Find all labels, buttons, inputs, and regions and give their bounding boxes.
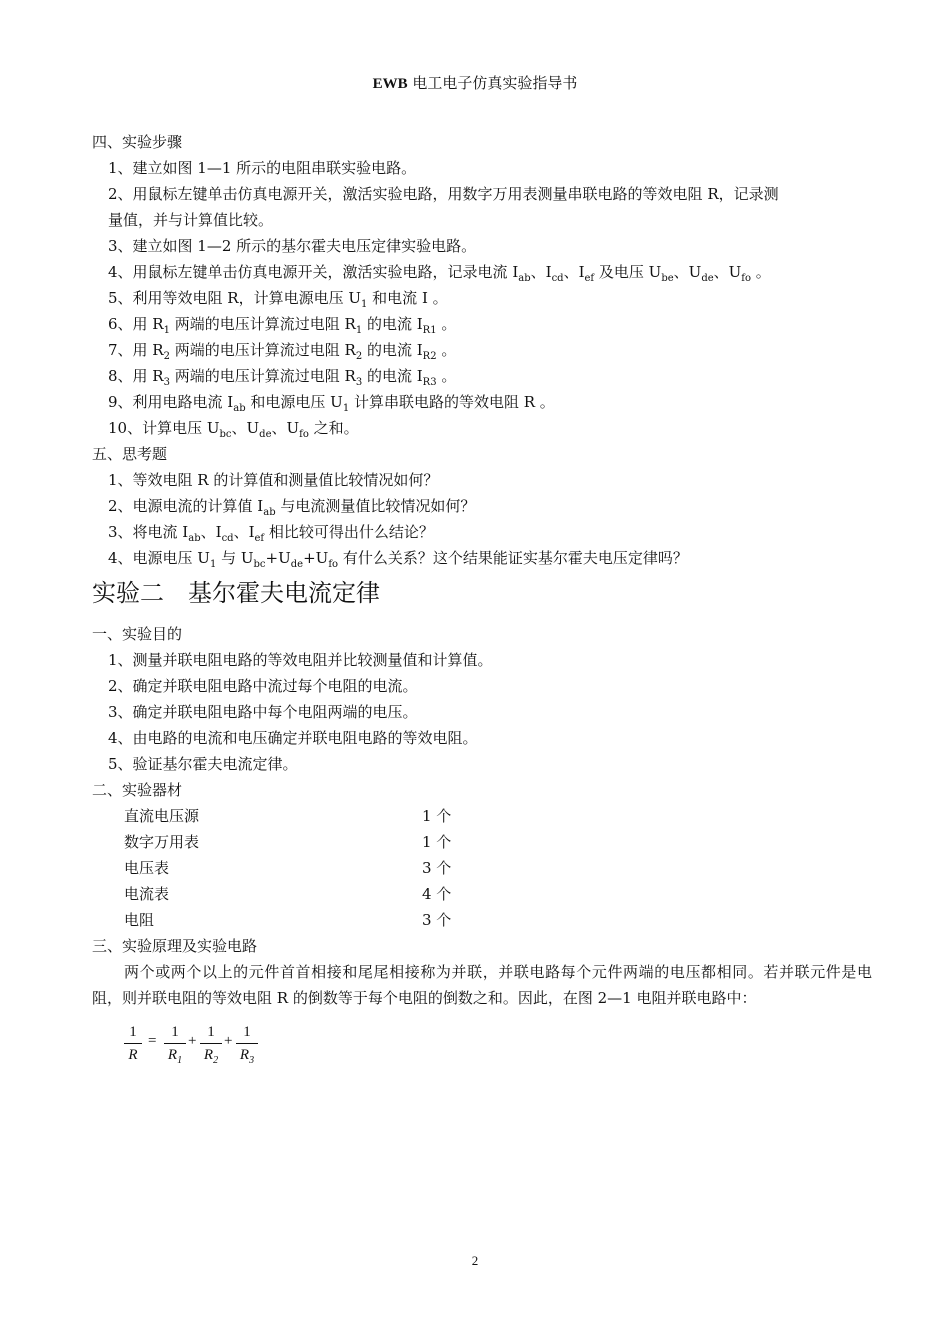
purpose-heading: 一、实验目的 xyxy=(92,625,183,643)
question-3: 3、将电流 $I_{ab}$、$I_{cd}$、$I_{ef}$ 相比较可得出什么结论？ xyxy=(108,523,434,544)
fraction-1-over-R3: 1 $R_3$ xyxy=(236,1021,258,1066)
parallel-resistance-formula xyxy=(92,1021,872,1091)
purpose-item: 5、验证基尔霍夫电流定律。 xyxy=(108,755,298,773)
fraction-1-over-R2: 1 $R_2$ xyxy=(200,1021,222,1066)
step-10: 10、计算电压 $U_{bc}$、$U_{de}$、$U_{fo}$ 之和。 xyxy=(108,419,359,440)
step-7: 7、用 $R_2$ 两端的电压计算流过电阻 $R_2$ 的电流 $I_{R2}$ 。 xyxy=(108,341,457,362)
purpose-item: 4、由电路的电流和电压确定并联电阻电路的等效电阻。 xyxy=(108,729,478,747)
plus-sign: + xyxy=(224,1033,233,1049)
step-3: 3、建立如图 1—2 所示的基尔霍夫电压定律实验电路。 xyxy=(108,237,477,255)
step-5: 5、利用等效电阻 R，计算电源电压 $U_1$ 和电流 I 。 xyxy=(108,289,448,310)
equipment-row xyxy=(92,829,872,855)
question-4: 4、电源电压 $U_1$ 与 $U_{bc}+U_{de}+U_{fo}$ 有什么关系？这个结果能证实基尔霍夫电压定律吗？ xyxy=(108,549,688,570)
questions-heading: 五、思考题 xyxy=(92,445,168,463)
principle-heading: 三、实验原理及实验电路 xyxy=(92,937,258,955)
steps-heading: 四、实验步骤 xyxy=(92,133,183,151)
purpose-item: 2、确定并联电阻电路中流过每个电阻的电流。 xyxy=(108,677,418,695)
step-6: 6、用 $R_1$ 两端的电压计算流过电阻 $R_1$ 的电流 $I_{R1}$ 。 xyxy=(108,315,457,336)
step-9: 9、利用电路电流 $I_{ab}$ 和电源电压 $U_1$ 计算串联电路的等效电阻 R 。 xyxy=(108,393,555,414)
principle-paragraph: 两个或两个以上的元件首首相接和尾尾相接称为并联，并联电路每个元件两端的电压都相同。若并联元件是电阻，则并联电阻的等效电阻 R 的倒数等于每个电阻的倒数之和。因此，在图 2—1 电阻并联电路中： xyxy=(92,963,872,1007)
running-header: EWB 电工电子仿真实验指导书 xyxy=(372,74,578,92)
equipment-heading: 二、实验器材 xyxy=(92,781,183,799)
equipment-name: 直流电压源 xyxy=(124,807,200,825)
question-2: 2、电源电流的计算值 $I_{ab}$ 与电流测量值比较情况如何？ xyxy=(108,497,476,518)
step-2-cont: 量值，并与计算值比较。 xyxy=(108,211,274,229)
equipment-name: 电流表 xyxy=(124,885,170,903)
fraction-1-over-R1: 1 $R_1$ xyxy=(164,1021,186,1066)
question-1: 1、等效电阻 R 的计算值和测量值比较情况如何？ xyxy=(108,471,439,489)
equipment-row xyxy=(92,803,872,829)
equipment-row xyxy=(92,907,872,933)
equipment-qty: 3 个 xyxy=(422,911,452,929)
equipment-qty: 3 个 xyxy=(422,859,452,877)
equipment-row xyxy=(92,881,872,907)
plus-sign: + xyxy=(188,1033,197,1049)
equipment-name: 数字万用表 xyxy=(124,833,200,851)
step-2: 2、用鼠标左键单击仿真电源开关，激活实验电路，用数字万用表测量串联电路的等效电阻 R，记录测 xyxy=(108,185,779,203)
equipment-qty: 1 个 xyxy=(422,833,452,851)
equipment-qty: 4 个 xyxy=(422,885,452,903)
page-number: 2 xyxy=(471,1253,479,1268)
equipment-name: 电阻 xyxy=(124,911,155,929)
equals-sign: = xyxy=(148,1033,157,1049)
step-1: 1、建立如图 1—1 所示的电阻串联实验电路。 xyxy=(108,159,417,177)
experiment-2-title: 实验二 基尔霍夫电流定律 xyxy=(92,579,380,607)
purpose-item: 1、测量并联电阻电路的等效电阻并比较测量值和计算值。 xyxy=(108,651,493,669)
fraction-1-over-R: 1 R xyxy=(124,1021,142,1066)
purpose-item: 3、确定并联电阻电路中每个电阻两端的电压。 xyxy=(108,703,418,721)
step-4: 4、用鼠标左键单击仿真电源开关，激活实验电路，记录电流 $I_{ab}$、$I_{cd}$、$I_{ef}$ 及电压 $U_{be}$、$U_{de}$、$U_{fo}$ 。 xyxy=(108,263,771,284)
equipment-qty: 1 个 xyxy=(422,807,452,825)
step-8: 8、用 $R_3$ 两端的电压计算流过电阻 $R_3$ 的电流 $I_{R3}$ 。 xyxy=(108,367,457,388)
equipment-name: 电压表 xyxy=(124,859,170,877)
equipment-row xyxy=(92,855,872,881)
page-body xyxy=(92,129,872,1091)
